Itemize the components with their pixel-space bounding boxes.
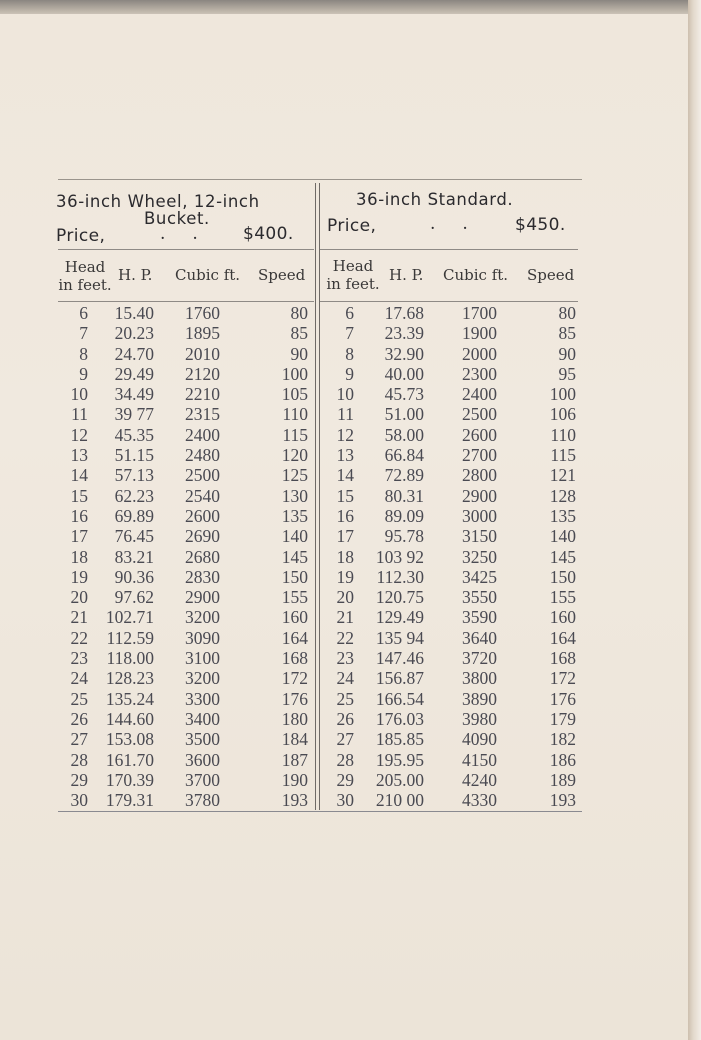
hp-cell: 62.23 [114, 485, 154, 506]
speed-cell: 100 [549, 384, 576, 405]
speed-cell: 80 [558, 303, 576, 323]
hp-cell: 66.84 [384, 445, 424, 466]
head-cell: 27 [70, 729, 88, 750]
cubic-cell: 3300 [185, 688, 220, 709]
hp-cell: 40.00 [384, 363, 424, 384]
hp-cell: 69.89 [114, 505, 154, 526]
cubic-cell: 3800 [462, 668, 497, 689]
speed-cell: 80 [290, 303, 308, 323]
hp-cell: 45.73 [384, 384, 424, 405]
head-cell: 25 [336, 688, 354, 709]
head-cell: 19 [70, 566, 88, 587]
table-row [328, 770, 576, 790]
hp-cell: 34.49 [114, 384, 154, 405]
cubic-cell: 2600 [462, 424, 497, 445]
cubic-cell: 3720 [462, 648, 497, 669]
hp-cell: 83.21 [114, 546, 154, 567]
table-row [60, 587, 308, 607]
cubic-cell: 3150 [462, 526, 497, 547]
right-title: 36-inch Standard. [356, 190, 514, 209]
cubic-cell: 3600 [185, 749, 220, 770]
cubic-cell: 2010 [185, 343, 220, 364]
speed-cell: 189 [549, 769, 576, 790]
table-row [328, 790, 576, 810]
head-cell: 26 [70, 708, 88, 729]
table-row [60, 344, 308, 364]
cubic-cell: 3400 [185, 708, 220, 729]
head-cell: 24 [70, 668, 88, 689]
head-cell: 29 [70, 769, 88, 790]
head-cell: 12 [336, 424, 354, 445]
hp-cell: 144.60 [105, 708, 154, 729]
left-data-table [60, 303, 308, 810]
right-col-hp: H. P. [389, 266, 424, 284]
cubic-cell: 4150 [462, 749, 497, 770]
cubic-cell: 2500 [185, 465, 220, 486]
speed-cell: 145 [549, 546, 576, 567]
speed-cell: 164 [281, 627, 308, 648]
table-row [328, 648, 576, 668]
head-cell: 30 [336, 790, 354, 811]
speed-cell: 100 [281, 363, 308, 384]
head-cell: 16 [336, 505, 354, 526]
speed-cell: 193 [281, 790, 308, 811]
speed-cell: 85 [558, 323, 576, 344]
speed-cell: 168 [281, 648, 308, 669]
cubic-cell: 2480 [185, 445, 220, 466]
table-row [328, 303, 576, 323]
hp-cell: 45.35 [114, 424, 154, 445]
head-cell: 28 [70, 749, 88, 770]
cubic-cell: 2315 [185, 404, 220, 425]
table-row [60, 648, 308, 668]
table-row [60, 668, 308, 688]
speed-cell: 140 [549, 526, 576, 547]
hp-cell: 135 94 [375, 627, 424, 648]
hp-cell: 23.39 [384, 323, 424, 344]
table-row [60, 323, 308, 343]
speed-cell: 182 [549, 729, 576, 750]
table-row [328, 587, 576, 607]
hp-cell: 185.85 [375, 729, 424, 750]
table-row [328, 547, 576, 567]
cubic-cell: 4240 [462, 769, 497, 790]
speed-cell: 135 [281, 505, 308, 526]
head-cell: 28 [336, 749, 354, 770]
cubic-cell: 2600 [185, 505, 220, 526]
head-cell: 11 [337, 404, 354, 425]
hp-cell: 176.03 [375, 708, 424, 729]
cubic-cell: 1900 [462, 323, 497, 344]
table-row [328, 323, 576, 343]
top-rule [58, 179, 582, 180]
hp-cell: 153.08 [105, 729, 154, 750]
head-cell: 15 [70, 485, 88, 506]
speed-cell: 140 [281, 526, 308, 547]
head-cell: 14 [70, 465, 88, 486]
left-title-line2: Bucket. [144, 209, 210, 228]
head-cell: 13 [336, 445, 354, 466]
speed-cell: 176 [281, 688, 308, 709]
head-cell: 14 [336, 465, 354, 486]
head-cell: 15 [336, 485, 354, 506]
head-cell: 19 [336, 566, 354, 587]
head-cell: 8 [79, 343, 88, 364]
head-cell: 7 [345, 323, 354, 344]
head-cell: 6 [345, 303, 354, 323]
speed-cell: 90 [290, 343, 308, 364]
hp-cell: 205.00 [375, 769, 424, 790]
right-data-table [328, 303, 576, 810]
table-row [60, 567, 308, 587]
cubic-cell: 3640 [462, 627, 497, 648]
cubic-cell: 2000 [462, 343, 497, 364]
table-row [328, 750, 576, 770]
speed-cell: 115 [282, 424, 308, 445]
hp-cell: 135.24 [105, 688, 154, 709]
speed-cell: 106 [549, 404, 576, 425]
cubic-cell: 3780 [185, 790, 220, 811]
table-row [328, 689, 576, 709]
speed-cell: 179 [549, 708, 576, 729]
left-price-value: $400. [243, 224, 294, 244]
left-price-leader: . . [160, 224, 198, 244]
right-col-speed: Speed [527, 266, 575, 284]
speed-cell: 115 [550, 445, 576, 466]
head-cell: 21 [70, 607, 88, 628]
hp-cell: 170.39 [105, 769, 154, 790]
cubic-cell: 3090 [185, 627, 220, 648]
head-cell: 11 [71, 404, 88, 425]
head-cell: 20 [336, 587, 354, 608]
speed-cell: 110 [550, 424, 576, 445]
table-row [328, 384, 576, 404]
table-row [60, 425, 308, 445]
cubic-cell: 1760 [185, 303, 220, 323]
table-row [328, 364, 576, 384]
cubic-cell: 2830 [185, 566, 220, 587]
cubic-cell: 1700 [462, 303, 497, 323]
left-col-cubic: Cubic ft. [175, 266, 241, 284]
head-cell: 20 [70, 587, 88, 608]
cubic-cell: 2690 [185, 526, 220, 547]
hp-cell: 120.75 [375, 587, 424, 608]
cubic-cell: 3000 [462, 505, 497, 526]
head-cell: 8 [345, 343, 354, 364]
cubic-cell: 2900 [462, 485, 497, 506]
cubic-cell: 2210 [185, 384, 220, 405]
right-price-value: $450. [515, 215, 566, 235]
speed-cell: 172 [549, 668, 576, 689]
hp-cell: 32.90 [384, 343, 424, 364]
table-row [60, 506, 308, 526]
speed-cell: 160 [281, 607, 308, 628]
hp-cell: 210 00 [375, 790, 424, 811]
speed-cell: 95 [558, 363, 576, 384]
right-col-cubic: Cubic ft. [443, 266, 509, 284]
table-row [60, 750, 308, 770]
head-cell: 7 [79, 323, 88, 344]
head-cell: 16 [70, 505, 88, 526]
cubic-cell: 2400 [185, 424, 220, 445]
left-col-hp: H. P. [118, 266, 153, 284]
table-row [60, 526, 308, 546]
hp-cell: 57.13 [114, 465, 154, 486]
head-cell: 27 [336, 729, 354, 750]
cubic-cell: 4090 [462, 729, 497, 750]
hp-cell: 51.15 [114, 445, 154, 466]
head-cell: 17 [70, 526, 88, 547]
hp-cell: 147.46 [375, 648, 424, 669]
hp-cell: 29.49 [114, 363, 154, 384]
head-cell: 29 [336, 769, 354, 790]
right-price-leader: . . [430, 214, 468, 234]
cubic-cell: 2900 [185, 587, 220, 608]
table-row [328, 567, 576, 587]
table-row [328, 344, 576, 364]
speed-cell: 184 [281, 729, 308, 750]
table-row [328, 445, 576, 465]
left-col-speed: Speed [258, 266, 306, 284]
left-price-label: Price, [56, 226, 106, 246]
head-cell: 13 [70, 445, 88, 466]
hp-cell: 118.00 [106, 648, 154, 669]
cubic-cell: 3100 [185, 648, 220, 669]
hp-cell: 166.54 [375, 688, 424, 709]
speed-cell: 172 [281, 668, 308, 689]
table-row [60, 364, 308, 384]
table-row [60, 303, 308, 323]
hp-cell: 20.23 [114, 323, 154, 344]
cubic-cell: 2540 [185, 485, 220, 506]
head-cell: 26 [336, 708, 354, 729]
table-row [60, 790, 308, 810]
speed-cell: 125 [281, 465, 308, 486]
head-cell: 18 [70, 546, 88, 567]
hp-cell: 58.00 [384, 424, 424, 445]
speed-cell: 150 [281, 566, 308, 587]
left-col-head-line1: Head [64, 258, 106, 276]
speed-cell: 135 [549, 505, 576, 526]
head-cell: 18 [336, 546, 354, 567]
table-row [60, 445, 308, 465]
head-cell: 22 [70, 627, 88, 648]
table-row [328, 526, 576, 546]
speed-cell: 155 [549, 587, 576, 608]
speed-cell: 176 [549, 688, 576, 709]
speed-cell: 85 [290, 323, 308, 344]
speed-cell: 145 [281, 546, 308, 567]
cubic-cell: 1895 [185, 323, 220, 344]
speed-cell: 190 [281, 769, 308, 790]
hp-cell: 97.62 [114, 587, 154, 608]
right-col-head [322, 257, 384, 293]
table-row [60, 465, 308, 485]
center-divider-2 [319, 183, 320, 810]
table-row [328, 404, 576, 424]
head-cell: 10 [70, 384, 88, 405]
table-row [60, 404, 308, 424]
cubic-cell: 3590 [462, 607, 497, 628]
hp-cell: 112.59 [106, 627, 154, 648]
table-row [328, 607, 576, 627]
speed-cell: 110 [282, 404, 308, 425]
speed-cell: 150 [549, 566, 576, 587]
hp-cell: 195.95 [375, 749, 424, 770]
head-cell: 30 [70, 790, 88, 811]
cubic-cell: 3200 [185, 607, 220, 628]
speed-cell: 160 [549, 607, 576, 628]
bottom-rule [58, 811, 582, 812]
right-heading-rule [320, 249, 578, 250]
cubic-cell: 3550 [462, 587, 497, 608]
table-row [60, 384, 308, 404]
left-col-head [54, 258, 116, 294]
hp-cell: 51.00 [384, 404, 424, 425]
right-col-head-line2: in feet. [326, 275, 380, 293]
head-cell: 22 [336, 627, 354, 648]
hp-cell: 128.23 [105, 668, 154, 689]
speed-cell: 155 [281, 587, 308, 608]
cubic-cell: 3200 [185, 668, 220, 689]
right-col-head-line1: Head [332, 257, 374, 275]
cubic-cell: 3500 [185, 729, 220, 750]
table-row [328, 425, 576, 445]
table-row [328, 729, 576, 749]
speed-cell: 128 [549, 485, 576, 506]
hp-cell: 161.70 [105, 749, 154, 770]
head-cell: 12 [70, 424, 88, 445]
table-row [60, 607, 308, 627]
speed-cell: 90 [558, 343, 576, 364]
cubic-cell: 3425 [462, 566, 497, 587]
speed-cell: 180 [281, 708, 308, 729]
head-cell: 25 [70, 688, 88, 709]
left-header-rule [58, 301, 314, 302]
table-row [328, 506, 576, 526]
speed-cell: 121 [549, 465, 576, 486]
table-row [60, 770, 308, 790]
center-divider [315, 183, 316, 810]
cubic-cell: 2300 [462, 363, 497, 384]
hp-cell: 95.78 [384, 526, 424, 547]
head-cell: 21 [336, 607, 354, 628]
head-cell: 6 [79, 303, 88, 323]
head-cell: 9 [79, 363, 88, 384]
table-row [328, 486, 576, 506]
hp-cell: 24.70 [114, 343, 154, 364]
hp-cell: 90.36 [114, 566, 154, 587]
left-heading-rule [58, 249, 314, 250]
cubic-cell: 3700 [185, 769, 220, 790]
cubic-cell: 2500 [462, 404, 497, 425]
cubic-cell: 2800 [462, 465, 497, 486]
hp-cell: 15.40 [114, 303, 154, 323]
head-cell: 23 [336, 648, 354, 669]
speed-cell: 120 [281, 445, 308, 466]
table-row [60, 689, 308, 709]
speed-cell: 105 [281, 384, 308, 405]
cubic-cell: 2120 [185, 363, 220, 384]
table-row [60, 486, 308, 506]
head-cell: 10 [336, 384, 354, 405]
hp-cell: 156.87 [375, 668, 424, 689]
speed-cell: 193 [549, 790, 576, 811]
speed-cell: 130 [281, 485, 308, 506]
hp-cell: 102.71 [105, 607, 154, 628]
head-cell: 9 [345, 363, 354, 384]
left-title-line1: 36-inch Wheel, 12-inch [56, 192, 260, 211]
hp-cell: 179.31 [105, 790, 154, 811]
cubic-cell: 4330 [462, 790, 497, 811]
hp-cell: 80.31 [384, 485, 424, 506]
table-row [328, 465, 576, 485]
hp-cell: 76.45 [114, 526, 154, 547]
right-price-label: Price, [327, 216, 377, 236]
hp-cell: 89.09 [384, 505, 424, 526]
table-row [328, 628, 576, 648]
table-row [328, 668, 576, 688]
cubic-cell: 2680 [185, 546, 220, 567]
hp-cell: 17.68 [384, 303, 424, 323]
table-row [60, 729, 308, 749]
hp-cell: 39 77 [114, 404, 154, 425]
speed-cell: 186 [549, 749, 576, 770]
cubic-cell: 3250 [462, 546, 497, 567]
page-edge [688, 0, 701, 1040]
table-row [60, 628, 308, 648]
speed-cell: 164 [549, 627, 576, 648]
hp-cell: 103 92 [375, 546, 424, 567]
hp-cell: 112.30 [376, 566, 424, 587]
cubic-cell: 3890 [462, 688, 497, 709]
head-cell: 17 [336, 526, 354, 547]
speed-cell: 187 [281, 749, 308, 770]
table-row [328, 709, 576, 729]
cubic-cell: 2400 [462, 384, 497, 405]
head-cell: 24 [336, 668, 354, 689]
hp-cell: 72.89 [384, 465, 424, 486]
speed-cell: 168 [549, 648, 576, 669]
table-row [60, 547, 308, 567]
right-header-rule [320, 301, 578, 302]
left-col-head-line2: in feet. [58, 276, 112, 294]
table-row [60, 709, 308, 729]
cubic-cell: 3980 [462, 708, 497, 729]
head-cell: 23 [70, 648, 88, 669]
hp-cell: 129.49 [375, 607, 424, 628]
cubic-cell: 2700 [462, 445, 497, 466]
